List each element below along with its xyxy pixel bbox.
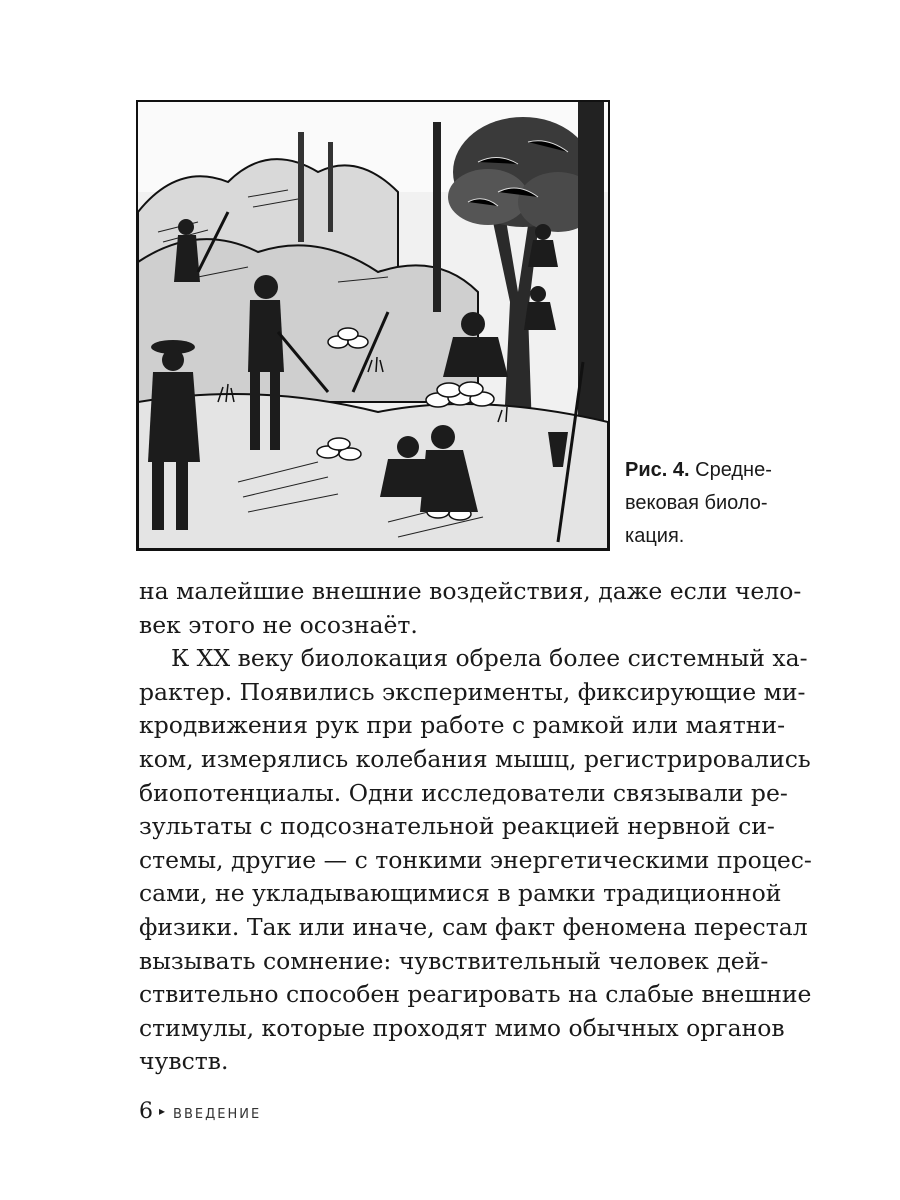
caption-line-2: вековая биоло-	[625, 492, 768, 514]
text-line: зультаты с подсознательной реакцией нервной си-	[139, 812, 775, 841]
separator-icon: ▸	[159, 1104, 166, 1118]
text-line: сами, не укладывающимися в рамки традиционной	[139, 879, 782, 908]
text-line: кродвижения рук при работе с рамкой или маятни-	[139, 711, 786, 740]
text-line: чувств.	[139, 1047, 229, 1076]
page-footer	[139, 1099, 261, 1124]
text-line: на малейшие внешние воздействия, даже если чело-	[139, 577, 802, 605]
body-text	[139, 575, 812, 1079]
text-line: биопотенциалы. Одни исследователи связывали ре-	[139, 778, 788, 807]
text-line: век этого не осознаёт.	[139, 610, 418, 639]
caption-line-1: Рис. 4. Средне-	[625, 459, 772, 481]
figure-caption	[625, 454, 795, 553]
text-line: физики. Так или иначе, сам факт феномена перестал	[139, 912, 808, 941]
text-line: стимулы, которые проходят мимо обычных органов	[139, 1013, 785, 1042]
caption-line-3: кация.	[625, 525, 685, 547]
woodcut-illustration	[136, 100, 610, 551]
caption-label: Рис. 4.	[625, 459, 690, 481]
dowsing-woodcut-image	[138, 102, 608, 549]
text-line: К XX веку биолокация обрела более системный ха-	[171, 644, 808, 673]
text-line: ком, измерялись колебания мышц, регистрировались	[139, 744, 811, 773]
section-title: ВВЕДЕНИЕ	[173, 1107, 262, 1122]
text-line: ствительно способен реагировать на слабые внешние	[139, 980, 812, 1009]
text-line: стемы, другие — с тонкими энергетическими процес-	[139, 845, 812, 874]
text-line: вызывать сомнение: чувствительный человек дей-	[139, 946, 769, 975]
page-number: 6	[139, 1099, 153, 1124]
text-line: рактер. Появились эксперименты, фиксирующие ми-	[139, 677, 806, 706]
